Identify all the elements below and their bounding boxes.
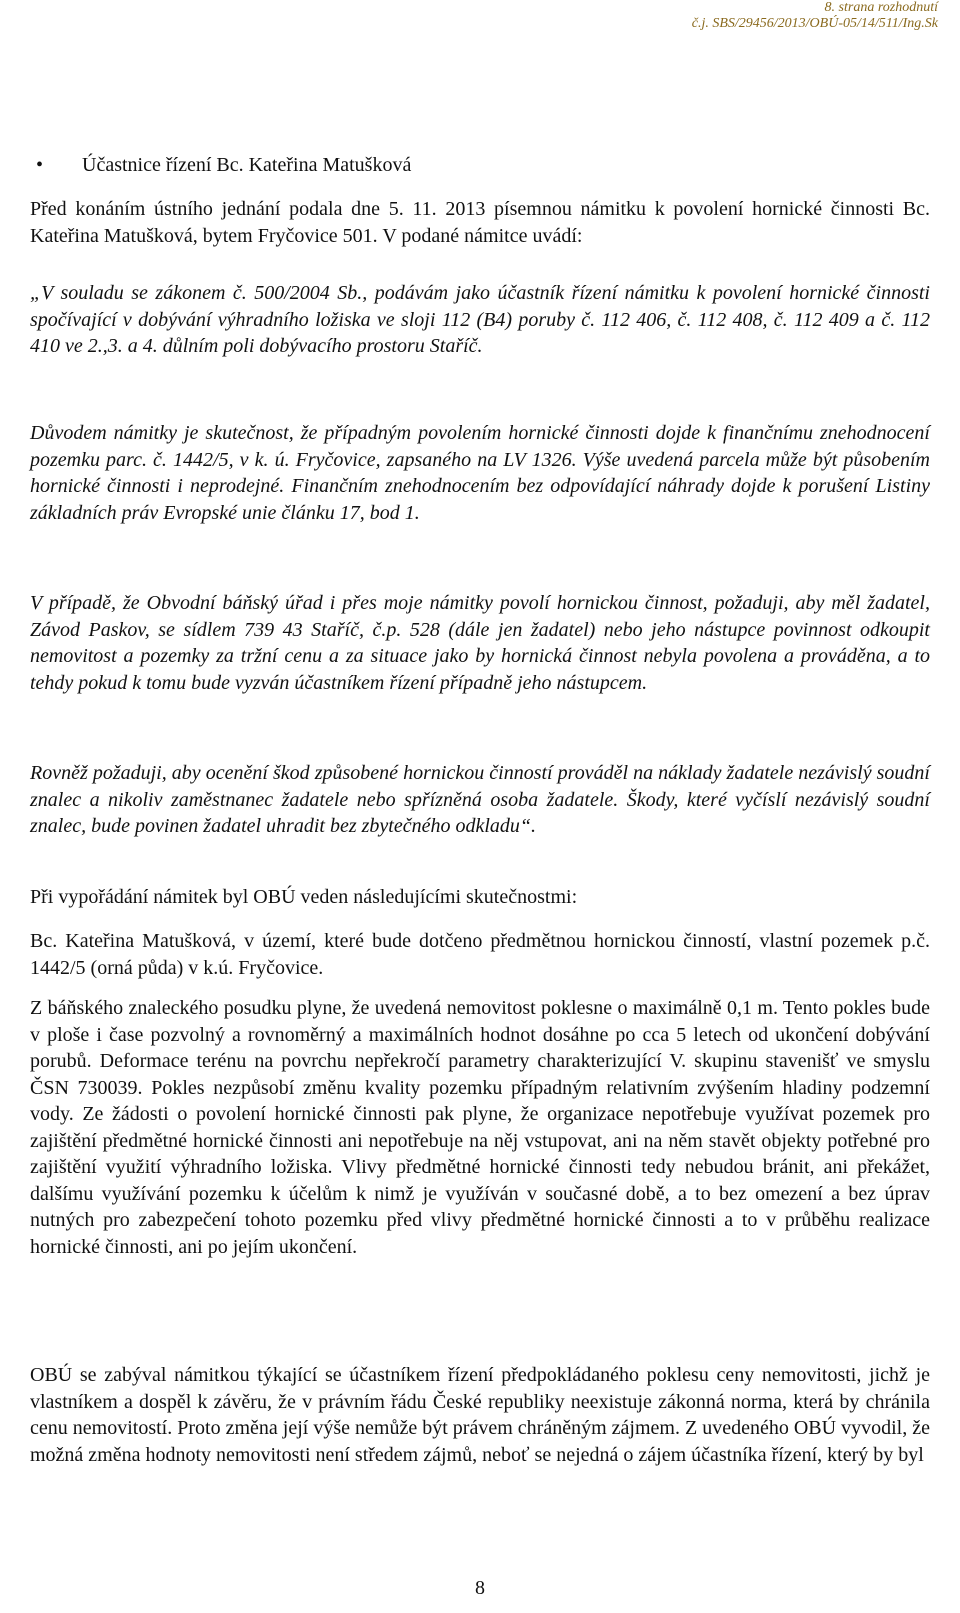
bullet-icon: • xyxy=(36,154,44,176)
participant-bullet xyxy=(36,152,411,178)
paragraph-price-decision: OBÚ se zabýval námitkou týkající se účastníkem řízení předpokládaného poklesu ceny nemovitosti, jichž je vlastníkem a dospěl k závěru, že v právním řádu České republiky neexistuje zákonná norma, která by chránila cenu nemovitostí. Proto změna její výše nemůže být právem chráněným zájmem. Z uvedeného OBÚ vyvodil, že možná změna hodnoty nemovitosti není středem zájmů, neboť se nejedná o zájem účastníka řízení, který by byl xyxy=(30,1364,930,1466)
paragraph-objection-quote-4: Rovněž požaduji, aby ocenění škod způsobené hornickou činností prováděl na náklady žadatele nezávislý soudní znalec a nikoliv zaměstnanec žadatele nebo spřízněná osoba žadatele. Škody, které vyčíslí nezávislý soudní znalec, bude povinen žadatel uhradit bez zbytečného odkladu“. xyxy=(30,762,930,837)
paragraph-objection-intro: Před konáním ústního jednání podala dne 5. 11. 2013 písemnou námitku k povolení hornické činnosti Bc. Kateřina Matušková, bytem Fryčovice 501. V podané námitce uvádí: xyxy=(30,198,930,247)
page-header xyxy=(692,0,938,32)
paragraph-objection-quote-2: Důvodem námitky je skutečnost, že případným povolením hornické činnosti dojde k finančnímu znehodnocení pozemku parc. č. 1442/5, v k. ú. Fryčovice, zapsaného na LV 1326. Výše uvedená parcela může být působením hornické činnosti i neprodejné. Finančním znehodnocením bez odpovídající náhrady dojde k porušení Listiny základních práv Evropské unie článku 17, bod 1. xyxy=(30,422,930,524)
header-page-label: 8. strana rozhodnutí xyxy=(824,0,938,15)
header-reference-number: č.j. SBS/29456/2013/OBÚ-05/14/511/Ing.Sk xyxy=(691,16,938,31)
participant-heading: Účastnice řízení Bc. Kateřina Matušková xyxy=(82,154,412,176)
page-number: 8 xyxy=(475,1577,485,1599)
paragraph-objection-quote-1: „V souladu se zákonem č. 500/2004 Sb., podávám jako účastník řízení námitku k povolení hornické činnosti spočívající v dobývání výhradního ložiska ve sloji 112 (B4) poruby č. 112 406, č. 112 408, č. 112 409 a č. 112 410 ve 2.,3. a 4. důlním poli dobývacího prostoru Staříč. xyxy=(30,282,930,357)
paragraph-expert-opinion: Z báňského znaleckého posudku plyne, že uvedená nemovitost poklesne o maximálně 0,1 m. Tento pokles bude v ploše i čase pozvolný a rovnoměrný a maximálních hodnot dosáhne po cca 5 letech od ukončení dobývání porubů. Deformace terénu na povrchu nepřekročí parametry charakterizující V. skupinu stavenišť ve smyslu ČSN 730039. Pokles nezpůsobí změnu kvality pozemku případným relativním zvýšením hladiny podzemní vody. Ze žádosti o povolení hornické činnosti pak plyne, že organizace nepotřebuje využívat pozemek pro zajištění předmětné hornické činnosti ani nepotřebuje na něj vstupovat, ani na něm stavět objekty potřebné pro zajištění využití výhradního ložiska. Vlivy předmětné hornické činnosti tedy nebudou bránit, ani překážet, dalšímu využívání pozemku k účelům k nimž je využíván v současné době, a to bez omezení a bez úprav nutných pro zabezpečení tohoto pozemku před vlivy předmětné hornické činnosti a to v průběhu realizace hornické činnosti, ani po jejím ukončení. xyxy=(30,997,930,1258)
paragraph-ownership: Bc. Kateřina Matušková, v území, které bude dotčeno předmětnou hornickou činností, vlastní pozemek p.č. 1442/5 (orná půda) v k.ú. Fryčovice. xyxy=(30,930,930,979)
paragraph-objection-quote-3: V případě, že Obvodní báňský úřad i přes moje námitky povolí hornickou činnost, požaduji, aby měl žadatel, Závod Paskov, se sídlem 739 43 Staříč, č.p. 528 (dále jen žadatel) nebo jeho nástupce povinnost odkoupit nemovitost a pozemky za tržní cenu a za situace jako by hornická činnost nebyla povolena a prováděna, a to tehdy pokud k tomu bude vyzván účastníkem řízení případně jeho nástupcem. xyxy=(30,592,930,694)
paragraph-settlement-intro: Při vypořádání námitek byl OBÚ veden následujícími skutečnostmi: xyxy=(30,886,578,908)
